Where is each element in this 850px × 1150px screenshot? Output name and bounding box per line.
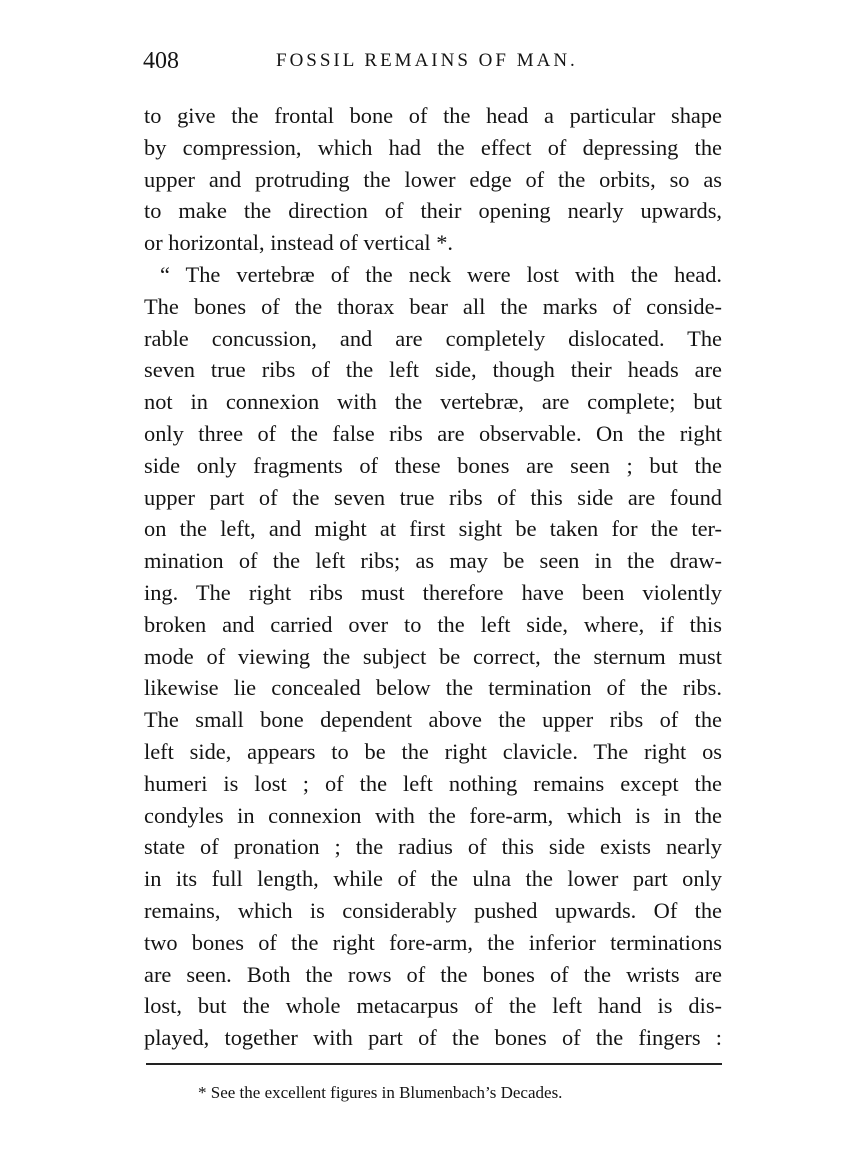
text-line: not in connexion with the vertebræ, are complete; but — [144, 389, 722, 415]
text-line: upper and protruding the lower edge of the orbits, so as — [144, 166, 722, 192]
page-number: 408 — [143, 48, 179, 74]
text-line: are seen. Both the rows of the bones of the wrists are — [144, 961, 722, 987]
text-line: on the left, and might at first sight be taken for the ter- — [144, 516, 722, 542]
text-line: only three of the false ribs are observable. On the right — [144, 420, 722, 446]
text-line: or horizontal, instead of vertical *. — [144, 230, 454, 256]
text-line: likewise lie concealed below the termination of the ribs. — [144, 675, 722, 701]
body-text — [144, 100, 722, 1054]
text-line: rable concussion, and are completely dislocated. The — [144, 325, 722, 351]
text-line: humeri is lost ; of the left nothing remains except the — [144, 770, 722, 796]
text-line: “ The vertebræ of the neck were lost with the head. — [160, 261, 722, 287]
footnote-divider — [146, 1063, 722, 1065]
text-line: to give the frontal bone of the head a particular shape — [144, 103, 722, 128]
text-line: in its full length, while of the ulna the lower part only — [144, 866, 722, 892]
text-line: upper part of the seven true ribs of this side are found — [144, 484, 722, 510]
text-line: by compression, which had the effect of depressing the — [144, 134, 722, 160]
footnote: * See the excellent figures in Blumenbach’s Decades. — [198, 1083, 563, 1102]
text-line: The bones of the thorax bear all the marks of conside- — [144, 293, 722, 319]
text-line: The small bone dependent above the upper ribs of the — [144, 707, 722, 733]
running-head — [143, 46, 723, 76]
text-line: mination of the left ribs; as may be seen in the draw- — [144, 548, 722, 574]
text-line: side only fragments of these bones are seen ; but the — [144, 452, 722, 478]
text-line: to make the direction of their opening nearly upwards, — [144, 198, 722, 224]
text-line: lost, but the whole metacarpus of the left hand is dis- — [144, 993, 722, 1019]
text-line: remains, which is considerably pushed upwards. Of the — [144, 897, 722, 923]
text-line: state of pronation ; the radius of this side exists nearly — [144, 834, 722, 860]
text-line: seven true ribs of the left side, though their heads are — [144, 357, 722, 383]
text-line: left side, appears to be the right clavicle. The right os — [144, 738, 722, 764]
text-line: broken and carried over to the left side, where, if this — [144, 611, 722, 637]
text-line: condyles in connexion with the fore-arm, which is in the — [144, 802, 722, 828]
text-line: ing. The right ribs must therefore have been violently — [144, 579, 722, 605]
text-line: two bones of the right fore-arm, the inferior terminations — [144, 929, 722, 955]
text-line: mode of viewing the subject be correct, the sternum must — [144, 643, 722, 669]
running-title: FOSSIL REMAINS OF MAN. — [276, 50, 578, 71]
text-line: played, together with part of the bones of the fingers : — [144, 1025, 722, 1051]
